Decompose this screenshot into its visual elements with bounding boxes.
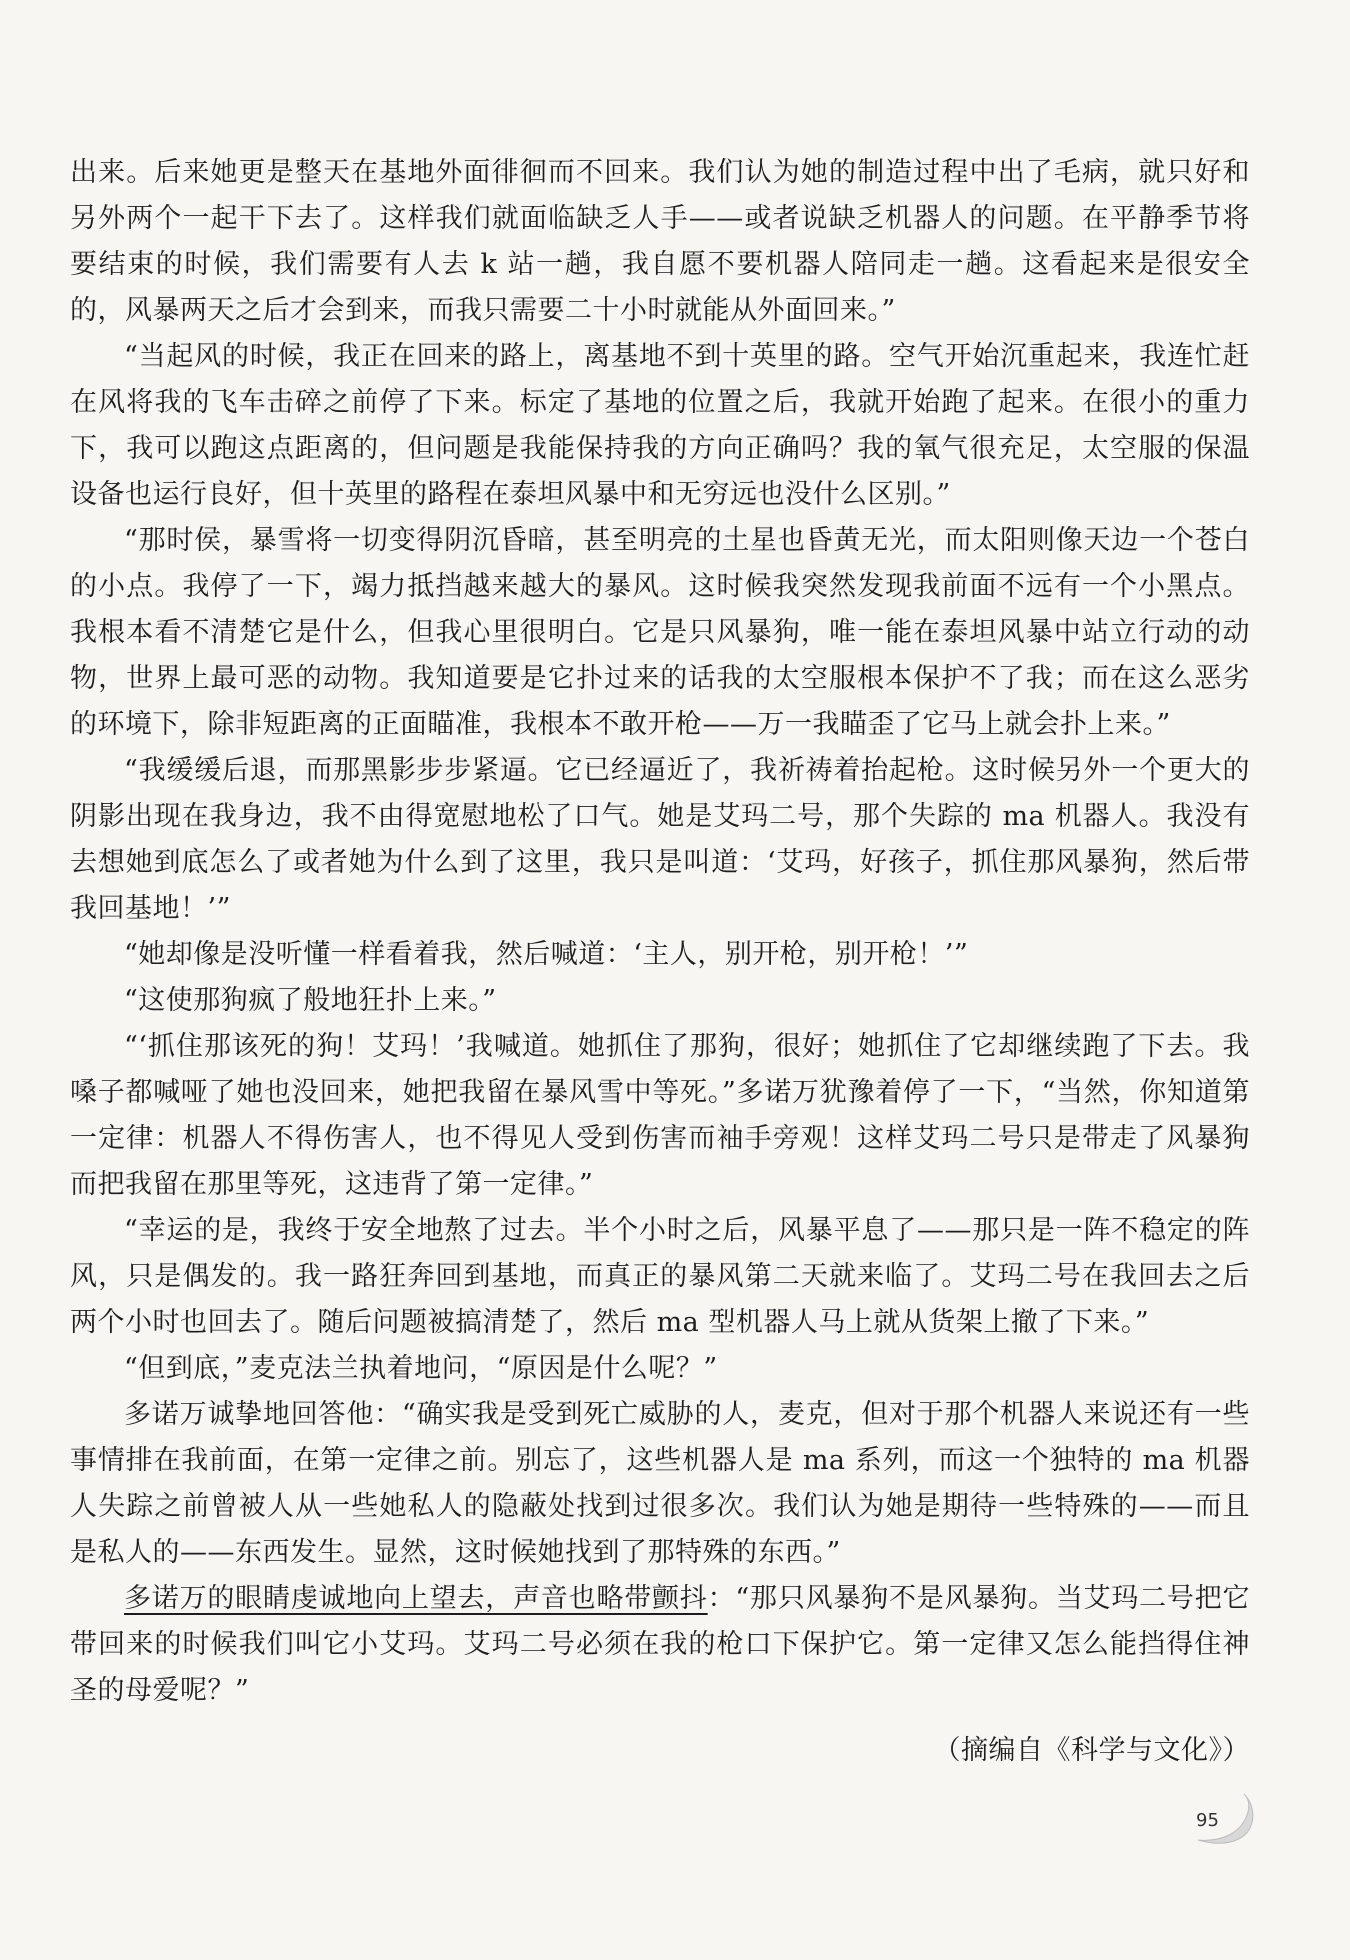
paragraph-11-rest: ：“那只风暴狗不是风暴狗。当艾玛二号把它带回来的时候我们叫它小艾玛。艾玛二号必须在我的枪口下保护它。第一定律又怎么能挡得住神圣的母爱呢？” — [70, 1583, 1250, 1706]
paragraph-5: “她却像是没听懂一样看着我，然后喊道：‘主人，别开枪，别开枪！’” — [124, 939, 969, 970]
paragraph-11 — [70, 1576, 1250, 1714]
underlined-phrase: 多诺万的眼睛虔诚地向上望去，声音也略带颤抖 — [124, 1583, 708, 1614]
paragraph-8: “幸运的是，我终于安全地熬了过去。半个小时之后，风暴平息了——那只是一阵不稳定的阵风，只是偶发的。我一路狂奔回到基地，而真正的暴风第二天就来临了。艾玛二号在我回去之后两个小时也回去了。随后问题被搞清楚了，然后 ma 型机器人马上就从货架上撤了下来。” — [70, 1215, 1250, 1338]
paragraph-3: “那时侯，暴雪将一切变得阴沉昏暗，甚至明亮的土星也昏黄无光，而太阳则像天边一个苍白的小点。我停了一下，竭力抵挡越来越大的暴风。这时候我突然发现我前面不远有一个小黑点。我根本看不清楚它是什么，但我心里很明白。它是只风暴狗，唯一能在泰坦风暴中站立行动的动物，世界上最可恶的动物。我知道要是它扑过来的话我的太空服根本保护不了我；而在这么恶劣的环境下，除非短距离的正面瞄准，我根本不敢开枪——万一我瞄歪了它马上就会扑上来。” — [70, 525, 1250, 740]
paragraph-2: “当起风的时候，我正在回来的路上，离基地不到十英里的路。空气开始沉重起来，我连忙赶在风将我的飞车击碎之前停了下来。标定了基地的位置之后，我就开始跑了起来。在很小的重力下，我可以跑这点距离的，但问题是我能保持我的方向正确吗？我的氧气很充足，太空服的保温设备也运行良好，但十英里的路程在泰坦风暴中和无穷远也没什么区别。” — [70, 341, 1250, 510]
paragraph-7: “‘抓住那该死的狗！艾玛！’我喊道。她抓住了那狗，很好；她抓住了它却继续跑了下去。我嗓子都喊哑了她也没回来，她把我留在暴风雪中等死。”多诺万犹豫着停了一下，“当然，你知道第一定律：机器人不得伤害人，也不得见人受到伤害而袖手旁观！这样艾玛二号只是带走了风暴狗而把我留在那里等死，这违背了第一定律。” — [70, 1031, 1250, 1200]
page-body — [70, 150, 1250, 1774]
paragraph-10: 多诺万诚挚地回答他：“确实我是受到死亡威胁的人，麦克，但对于那个机器人来说还有一些事情排在我前面，在第一定律之前。别忘了，这些机器人是 ma 系列，而这一个独特的 ma 机器人失踪之前曾被人从一些她私人的隐蔽处找到过很多次。我们认为她是期待一些特殊的——而且是私人的——东西发生。显然，这时候她找到了那特殊的东西。” — [70, 1399, 1250, 1568]
page-number: 95 — [1196, 1810, 1219, 1831]
paragraph-1: 出来。后来她更是整天在基地外面徘徊而不回来。我们认为她的制造过程中出了毛病，就只好和另外两个一起干下去了。这样我们就面临缺乏人手——或者说缺乏机器人的问题。在平静季节将要结束的时候，我们需要有人去 k 站一趟，我自愿不要机器人陪同走一趟。这看起来是很安全的，风暴两天之后才会到来，而我只需要二十小时就能从外面回来。” — [70, 157, 1250, 326]
paragraph-6: “这使那狗疯了般地狂扑上来。” — [124, 985, 497, 1016]
source-citation: （摘编自《科学与文化》） — [933, 1735, 1250, 1766]
paragraph-9: “但到底，”麦克法兰执着地问，“原因是什么呢？” — [124, 1353, 718, 1384]
page-number-area — [1190, 1790, 1260, 1850]
paragraph-4: “我缓缓后退，而那黑影步步紧逼。它已经逼近了，我祈祷着抬起枪。这时候另外一个更大的阴影出现在我身边，我不由得宽慰地松了口气。她是艾玛二号，那个失踪的 ma 机器人。我没有去想她到底怎么了或者她为什么到了这里，我只是叫道：‘艾玛，好孩子，抓住那风暴狗，然后带我回基地！’” — [70, 755, 1250, 924]
